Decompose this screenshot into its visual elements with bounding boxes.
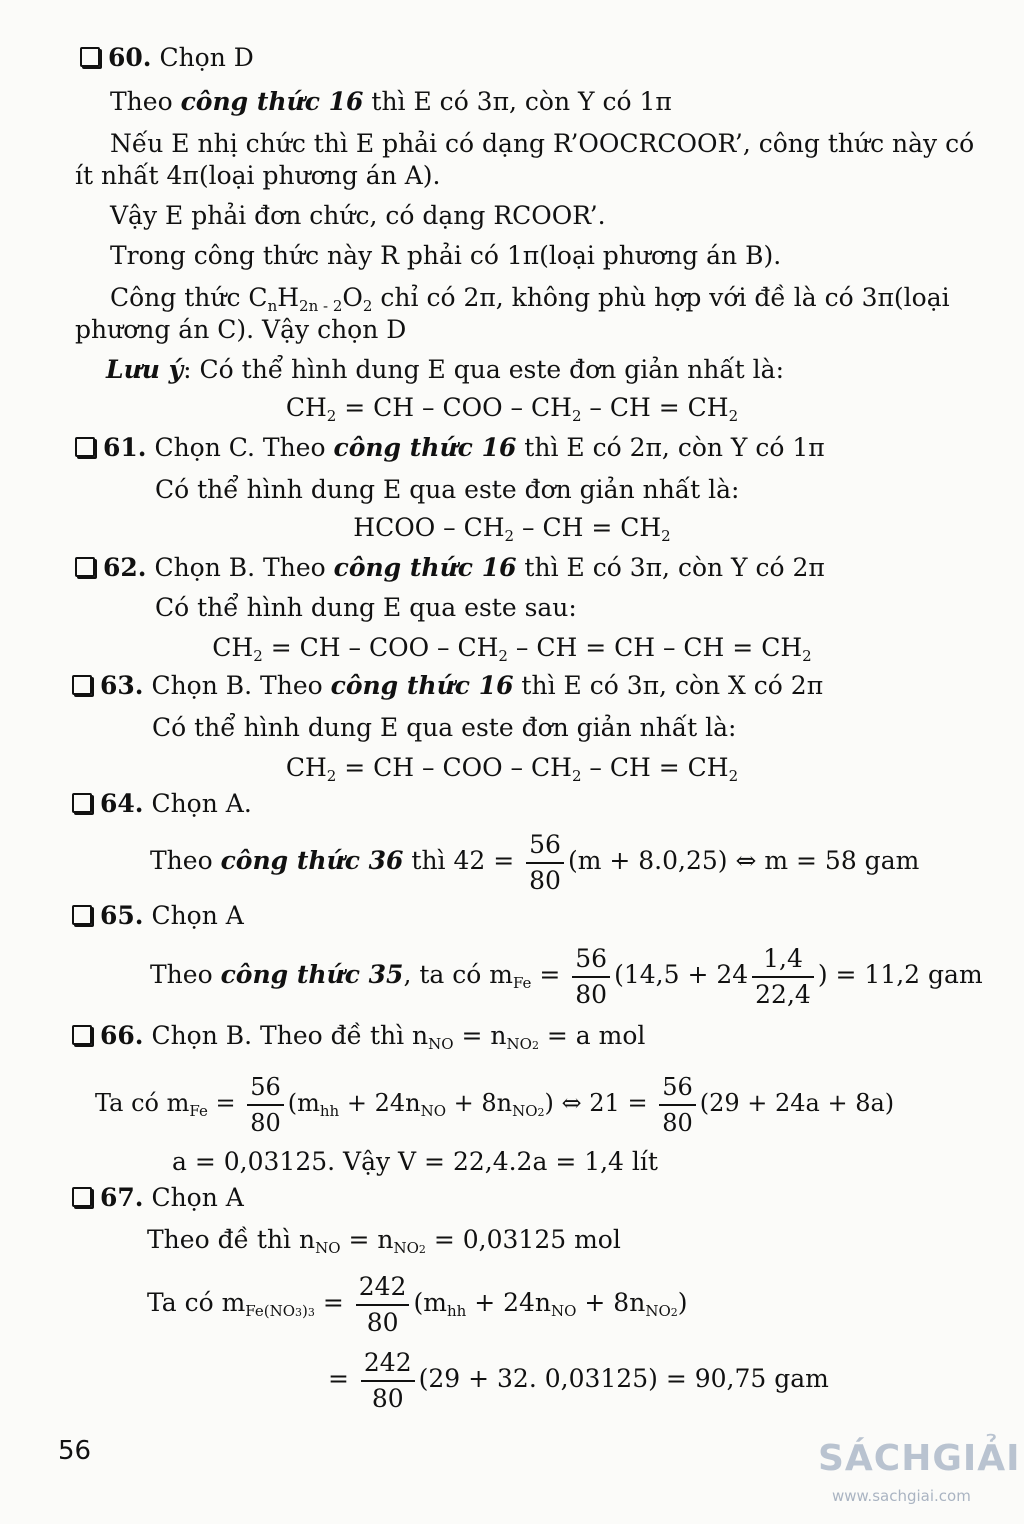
fraction: $\frac{242}{80}$	[361, 1346, 415, 1416]
answer-62-line-1: Có thể hình dung E qua este sau:	[155, 593, 577, 622]
watermark-logo: SÁCHGIẢI	[818, 1438, 1021, 1479]
fraction: $\frac{56}{80}$	[526, 828, 564, 898]
answer-60-line-5: Trong công thức này R phải có 1π(loại phương án B).	[110, 241, 782, 270]
answer-67-result: = $\frac{242}{80}$ (29 + 32. 0,03125) = 90,75 gam	[328, 1344, 829, 1416]
answer-66-equation: Ta có $m_{Fe}$ = $\frac{56}{80}$ $(m_{hh} + 24n_{NO} + 8n_{NO2})$ ⇔ 21 = $\frac{56}{80}$ (29 + 24a + 8a)	[95, 1068, 894, 1148]
page-number: 56	[58, 1436, 92, 1466]
answer-67-line-1: Theo đề thì $n_{NO} = n_{NO2} = 0,03125$ mol	[147, 1225, 621, 1257]
answer-61-heading: 61. Chọn C. Theo công thức 16 thì E có 2π, còn Y có 1π	[75, 432, 825, 464]
answer-67-equation: Ta có $m_{Fe(NO3)3}$ = $\frac{242}{80}$ $(m_{hh} + 24n_{NO} + 8n_{NO2})$	[147, 1268, 688, 1348]
answer-63-formula: $CH_2$ = CH – COO – $CH_2$ – CH = $CH_2$	[285, 753, 739, 785]
answer-67-heading: 67. Chọn A	[72, 1182, 244, 1214]
answer-60-line-7: phương án C). Vậy chọn D	[75, 315, 407, 344]
answer-62-heading: 62. Chọn B. Theo công thức 16 thì E có 3π, còn Y có 2π	[75, 552, 825, 584]
answer-66-heading: 66. Chọn B. Theo đề thì $n_{NO} = n_{NO2} = a$ mol	[72, 1020, 645, 1062]
answer-60-line-1: Theo công thức 16 thì E có 3π, còn Y có 1π	[110, 87, 672, 116]
fraction: $\frac{242}{80}$	[356, 1270, 410, 1340]
checkbox-icon	[75, 557, 95, 577]
checkbox-icon	[72, 905, 92, 925]
watermark	[818, 1438, 1021, 1505]
checkbox-icon	[75, 437, 95, 457]
answer-60-line-6: Công thức $C_nH_{2n - 2}O_2$ chỉ có 2π, không phù hợp với đề là có 3π(loại	[110, 283, 950, 315]
answer-64-heading: 64. Chọn A.	[72, 788, 252, 820]
fraction: $\frac{56}{80}$	[659, 1070, 696, 1140]
answer-62-formula: $CH_2$ = CH – COO – $CH_2$ – CH = CH – CH = $CH_2$	[212, 633, 812, 665]
answer-60-note: Lưu ý: Có thể hình dung E qua este đơn giản nhất là:	[106, 355, 785, 384]
answer-66-result: a = 0,03125. Vậy V = 22,4.2a = 1,4 lít	[172, 1147, 658, 1176]
answer-63-heading: 63. Chọn B. Theo công thức 16 thì E có 3π, còn X có 2π	[72, 670, 823, 702]
answer-60-formula: $CH_2$ = CH – COO – $CH_2$ – CH = $CH_2$	[285, 393, 739, 425]
answer-60-line-2: Nếu E nhị chức thì E phải có dạng R’OOCRCOOR’, công thức này có	[110, 129, 975, 158]
checkbox-icon	[72, 1025, 92, 1045]
checkbox-icon	[80, 47, 100, 67]
answer-64-equation: Theo công thức 36 thì 42 = $\frac{56}{80}$ (m + 8.0,25) ⇔ m = 58 gam	[150, 826, 919, 898]
checkbox-icon	[72, 675, 92, 695]
fraction: $\frac{56}{80}$	[572, 942, 610, 1012]
answer-60-line-3: ít nhất 4π(loại phương án A).	[75, 161, 441, 190]
fraction: $\frac{56}{80}$	[247, 1070, 284, 1140]
answer-60-line-4: Vậy E phải đơn chức, có dạng RCOOR’.	[110, 201, 606, 230]
answer-60-heading: 60. Chọn D	[80, 42, 254, 74]
fraction: $\frac{1,4}{22,4}$	[752, 942, 814, 1012]
watermark-url: www.sachgiai.com	[832, 1487, 971, 1505]
answer-61-formula: HCOO – $CH_2$ – CH = $CH_2$	[353, 513, 671, 545]
answer-65-equation: Theo công thức 35, ta có $m_{Fe}$ = $\frac{56}{80}$ (14,5 + 24 $\frac{1,4}{22,4}$ ) = 11,2 gam	[150, 940, 983, 1018]
checkbox-icon	[72, 1187, 92, 1207]
checkbox-icon	[72, 793, 92, 813]
answer-65-heading: 65. Chọn A	[72, 900, 244, 932]
answer-61-line-1: Có thể hình dung E qua este đơn giản nhất là:	[155, 475, 740, 504]
answer-63-line-1: Có thể hình dung E qua este đơn giản nhất là:	[152, 713, 737, 742]
